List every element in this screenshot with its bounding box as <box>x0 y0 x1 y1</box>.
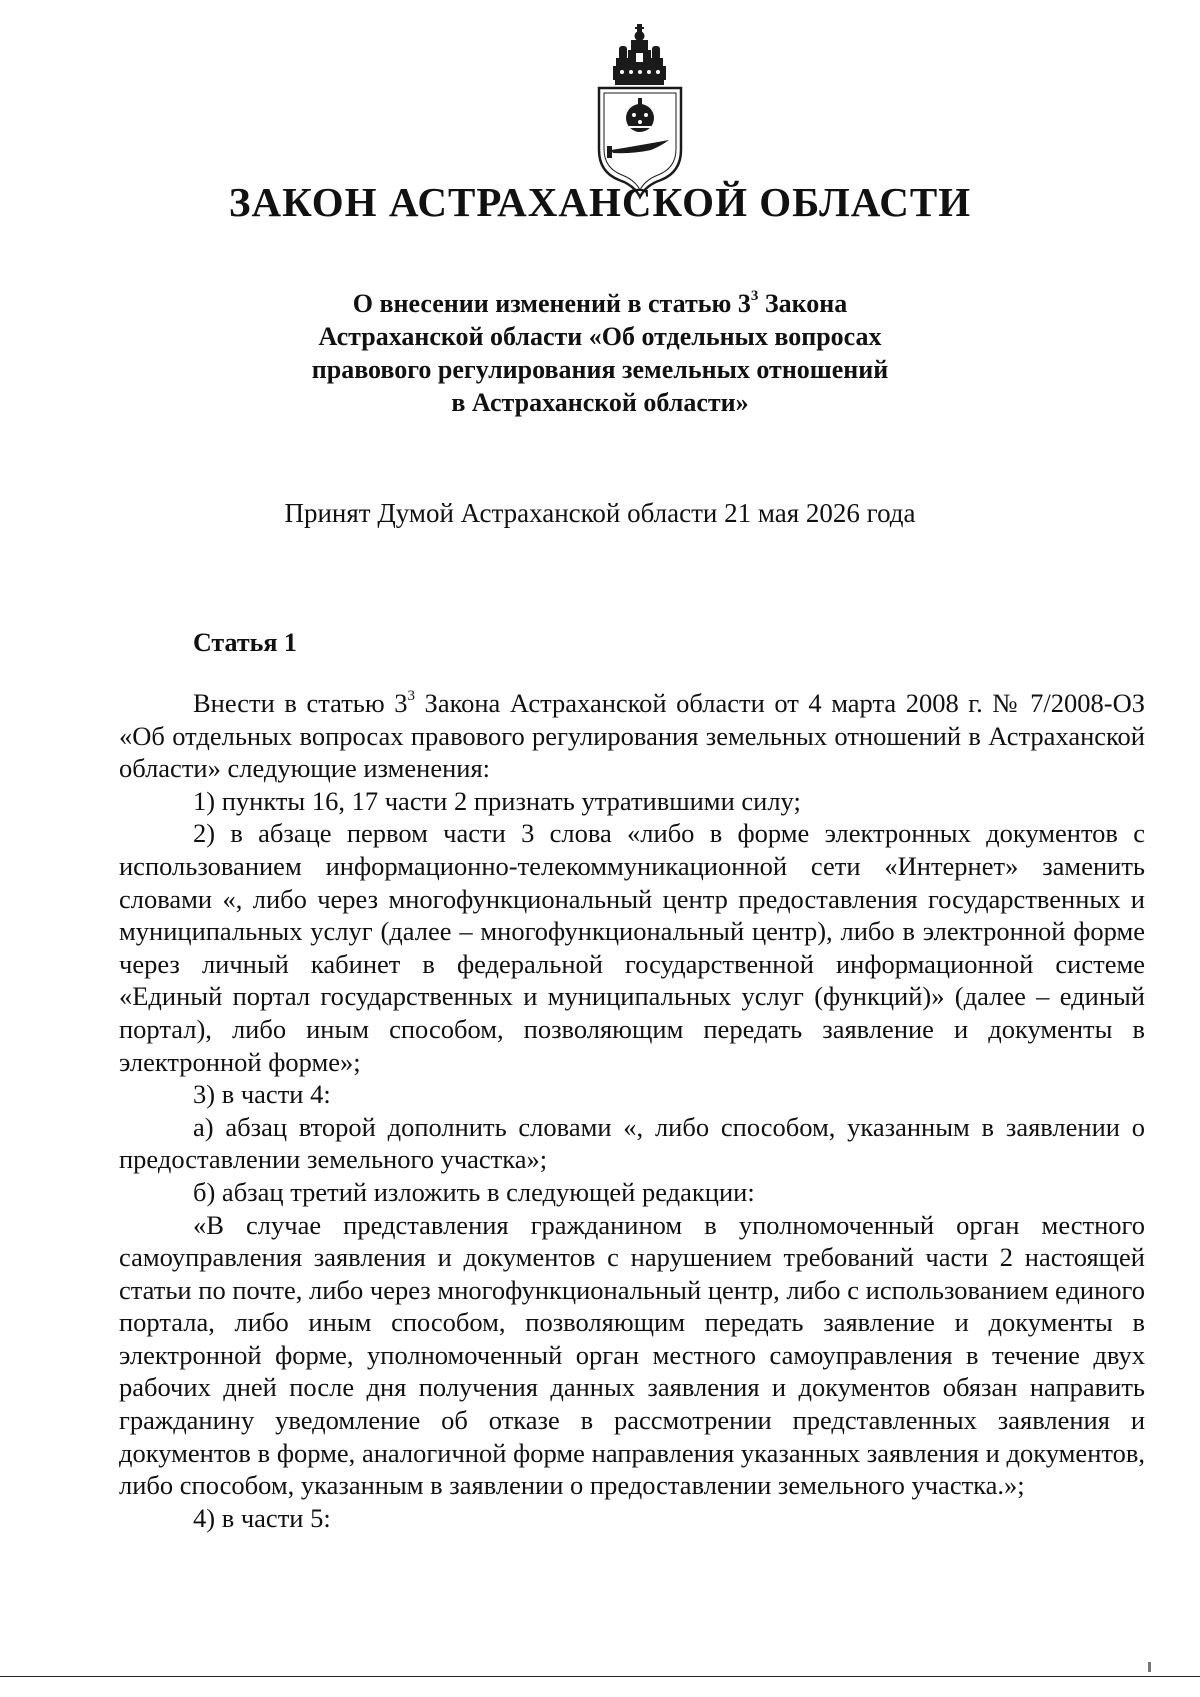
article-item: 3) в части 4: <box>193 1079 331 1110</box>
article-item: 2) в абзаце первом части 3 слова «либо в форме электронных документов с использованием информационно-телекоммуникационной сети «Интернет» заменить словами «, либо через многофункциональный центр предоставления государственных и муниципальных услуг (далее – многофункциональный центр), либо в электронной форме через личный кабинет в федеральной государственной информационной системе «Единый портал государственных и муниципальных услуг (функций)» (далее – единый портал), либо иным способом, позволяющим передать заявление и документы в электронной форме»; <box>119 818 1145 1077</box>
subtitle-line-3: правового регулирования земельных отношений <box>311 355 889 384</box>
adoption-statement: Принят Думой Астраханской области 21 мая 2026 года <box>284 498 916 528</box>
article-item: б) абзац третий изложить в следующей редакции: <box>193 1176 755 1207</box>
footer-divider <box>0 1676 1200 1677</box>
article-heading: Статья 1 <box>193 628 297 657</box>
law-title: ЗАКОН АСТРАХАНСКОЙ ОБЛАСТИ <box>228 179 972 225</box>
article-item: «В случае представления гражданином в уполномоченный орган местного самоуправления заявления и документов с нарушением требований части 2 настоящей статьи по почте, либо через многофункциональный центр, либо с использованием единого портала, либо иным способом, позволяющим передать заявление и документы в электронной форме, уполномоченный орган местного самоуправления в течение двух рабочих дней после дня получения данных заявления и документов обязан направить гражданину уведомление об отказе в рассмотрении представленных заявления и документов в форме, аналогичной форме направления указанных заявления и документов, либо способом, указанным в заявлении о предоставлении земельного участка.»; <box>119 1209 1145 1501</box>
article-intro: Внести в статью $3^3$ Закона Астраханской области от 4 марта 2008 г. № 7/2008-ОЗ «Об отдельных вопросах правового регулирования земельных отношений в Астраханской области» следующие изменения: <box>119 688 1145 784</box>
article-body <box>119 687 1145 1534</box>
article-item: 4) в части 5: <box>193 1502 331 1533</box>
scan-mark <box>1148 1662 1151 1672</box>
law-subtitle <box>180 287 1020 419</box>
article-item: а) абзац второй дополнить словами «, либо способом, указанным в заявлении о предоставлении земельного участка»; <box>119 1111 1145 1175</box>
subtitle-line-2: Астраханской области «Об отдельных вопросах <box>318 322 882 351</box>
coat-of-arms-icon <box>591 22 689 202</box>
subtitle-line-4: в Астраханской области» <box>451 388 749 417</box>
article-item: 1) пункты 16, 17 части 2 признать утратившими силу; <box>193 785 801 816</box>
subtitle-line-1: О внесении изменений в статью $3^3$ Закона <box>352 288 848 318</box>
